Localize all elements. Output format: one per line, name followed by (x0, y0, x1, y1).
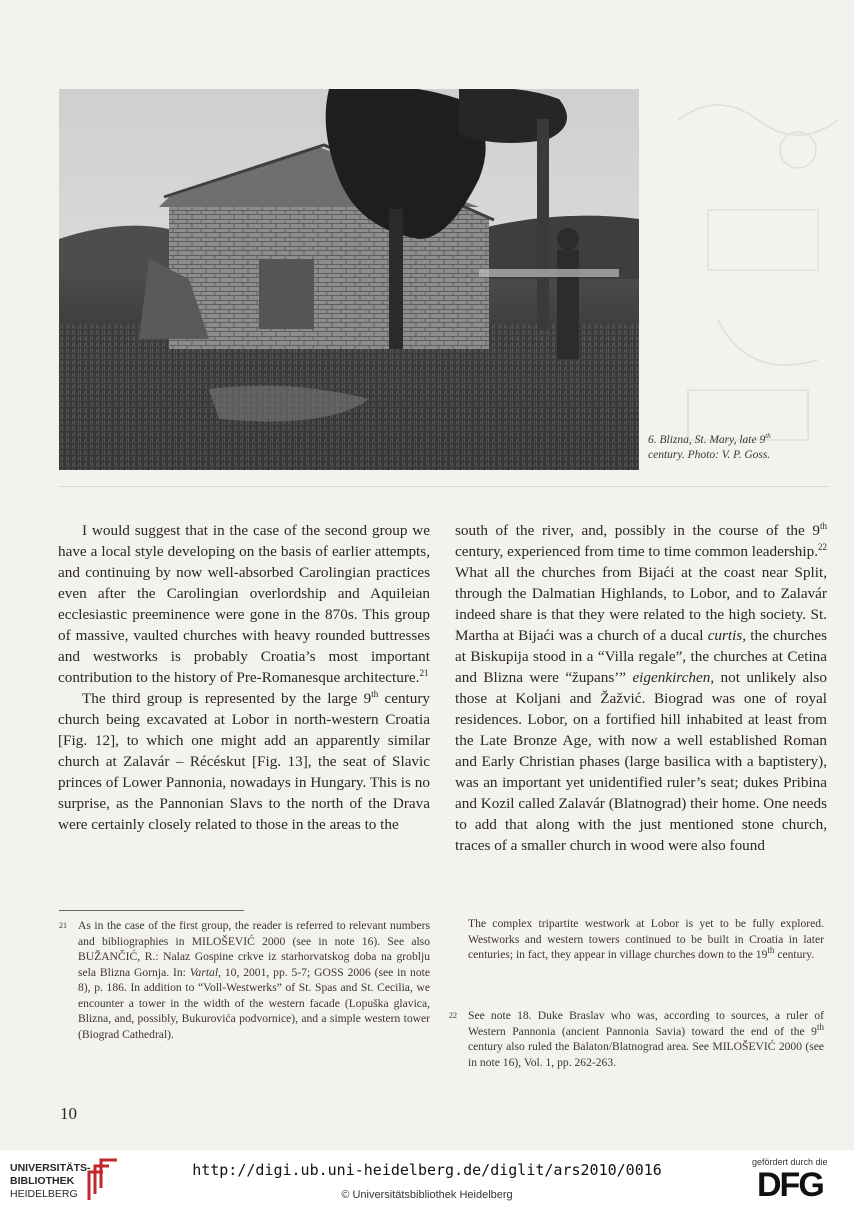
dfg-logo: DFG (757, 1166, 823, 1204)
copyright-notice: © Universitätsbibliothek Heidelberg (341, 1189, 513, 1201)
church-photo (59, 89, 639, 470)
footnote-22: 22 See note 18. Duke Braslav who was, according to sources, a ruler of Western Pannonia (ancient Pannonia Savia) toward the end of the 9th century also ruled the Balaton/Blatnograd area. See MILOŠEVIĆ 2000 (see in note 16), Vol. 1, pp. 262-263. (449, 1009, 824, 1069)
footnote-number: 22 (449, 1011, 457, 1020)
caption-line-1: 6. Blizna, St. Mary, late 9th (648, 432, 771, 446)
paragraph: south of the river, and, possibly in the course of the 9th century, experienced from time to time common leadership.$^{22}$ What all the churches from Bijaći at the coast near Split, through the Dalmatian Highlands, to Lobor, and to Zalavár indeed share is that they were related to the high society. St. Martha at Bijaći was a church of a ducal curtis, the churches at Biskupija stood in a “Villa regale”, the churches at Cetina and Blizna were “župans’” eigenkirchen, not unlikely also those at Koljani and Žažvić. Biograd was one of royal residences. Lobor, on a fortified hill inhabited at least from the Late Bronze Age, with now a well established Roman and Early Christian phases (large basilica with a baptistery), was an important yet unidentified ruler’s seat; dukes Pribina and Kozil called Zalavár (Blatnograd) their home. One needs to add that along with the just mentioned stone church, traces of a smaller church in wood were also found (455, 520, 827, 854)
footer-bar (0, 1150, 854, 1212)
caption-line-2: century. Photo: V. P. Goss. (648, 449, 771, 461)
footnote-ref: 21 (419, 667, 429, 678)
funded-by-label: gefördert durch die (752, 1157, 828, 1167)
bleed-through-drawing (648, 60, 848, 480)
footnote-number: 21 (59, 921, 67, 930)
page-number: 10 (60, 1104, 77, 1123)
right-column (455, 520, 827, 856)
paragraph: The third group is represented by the large 9th century church being excavated at Lobor in north-western Croatia [Fig. 12], to which one might add an apparently similar church at Zalavár – Récéskut [Fig. 13], the seat of Slavic princes of Lower Pannonia, nowadays in Hungary. This is no surprise, as the Pannonian Slavs to the north of the Drava were certainly closely related to those in the areas to the (58, 688, 431, 833)
footnote-21-continued: The complex tripartite westwork at Lobor is yet to be fully explored. Westworks and western towers continued to be built in Croatia in later centuries; in fact, they appear in village churches down to the 19th century. (468, 917, 824, 961)
footnote-21: 21 As in the case of the first group, the reader is referred to relevant numbers and bibliographies in MILOŠEVIĆ 2000 (see in note 16). See also BUŽANČIĆ, R.: Nalaz Gospine crkve iz starhorvatskog doba na groblju sela Blizna Gornja. In: Vartal, 10, 2001, pp. 5-7; GOSS 2006 (see in note 8), p. 186. In addition to “Voll-Westwerks” of St. Spas and St. Cecilia, we encounter a tower in the width of the western facade (Lopuška glavica, Blizna, and, possibly, Bukurovića podvornice), and a simple western tower (Biograd Cathedral). (59, 919, 431, 1041)
footnote-ref: 22 (818, 541, 827, 552)
figure-caption (648, 433, 828, 463)
left-column (58, 520, 430, 835)
library-name: UNIVERSITÄTS- BIBLIOTHEK HEIDELBERG (10, 1162, 91, 1200)
footnote-divider (59, 910, 244, 911)
paragraph: I would suggest that in the case of the second group we have a local style developing on the basis of earlier attempts, and continuing by now well-absorbed Carolingian practices even after the Carolingian overlordship and Aquileian ecclesiastic preeminence were gone in the 870s. This group of massive, vaulted churches with heavy rounded buttresses and westworks is probably Croatia’s most important contribution to the history of Pre-Romanesque architecture.$^{21}$ (58, 522, 430, 686)
bleed-rule (59, 486, 829, 487)
permalink-url[interactable]: http://digi.ub.uni-heidelberg.de/diglit/ars2010/0016 (192, 1161, 662, 1179)
